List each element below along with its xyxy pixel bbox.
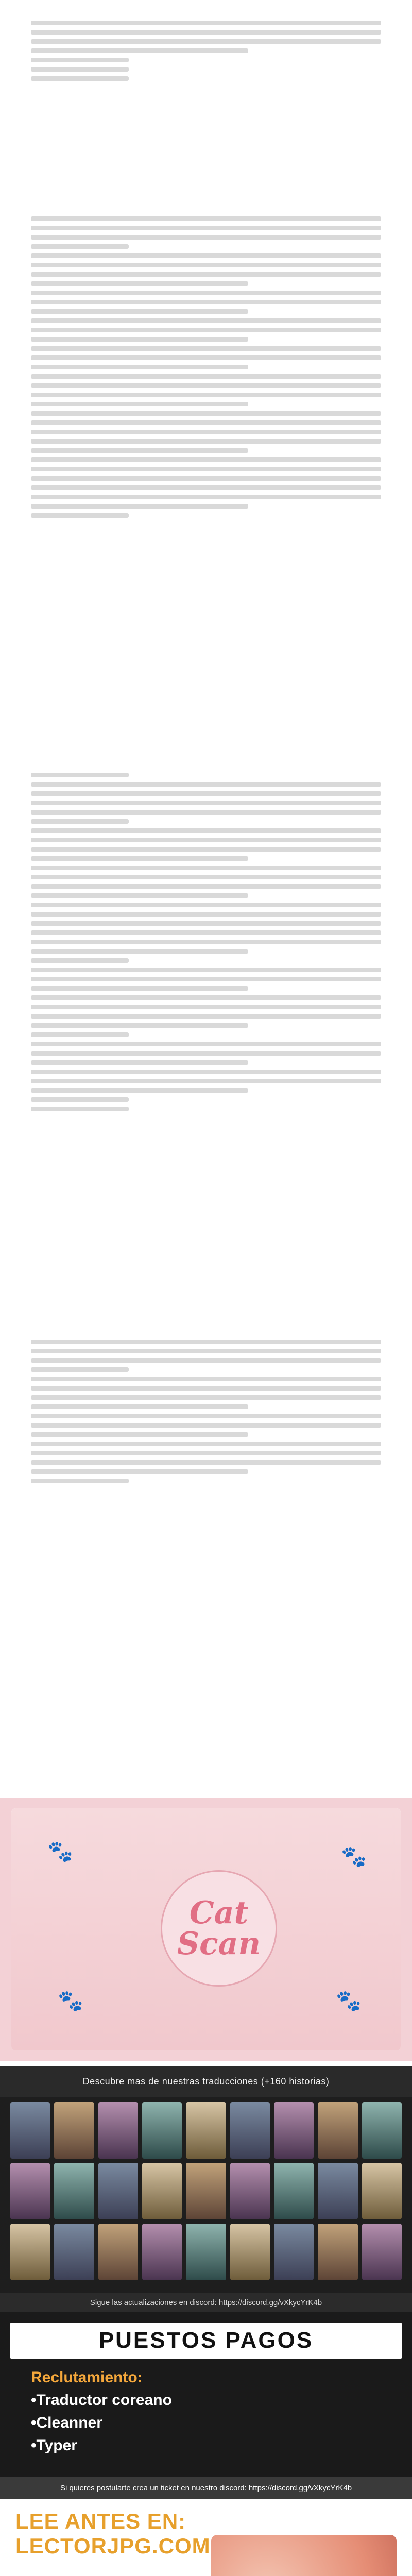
story-text-line (31, 856, 248, 861)
paid-positions-banner (0, 2312, 412, 2477)
story-text-line (31, 300, 381, 304)
story-text-line (31, 355, 381, 360)
manga-cover-thumbnail[interactable] (142, 2102, 182, 2159)
story-text-line (31, 253, 381, 258)
story-text-line (31, 272, 381, 277)
translations-header (0, 2066, 412, 2097)
story-text-line (31, 346, 381, 351)
story-text-line (31, 457, 381, 462)
discord-ticket-text: Si quieres postularte crea un ticket en nuestro discord: https://discord.gg/vXkycYrK4b (60, 2483, 352, 2493)
story-text-line (31, 949, 248, 954)
story-paragraph-block (31, 1340, 381, 1488)
story-text-line (31, 485, 381, 490)
story-text-line (31, 21, 381, 25)
story-text-line (31, 504, 248, 509)
discord-updates-bar[interactable] (0, 2293, 412, 2312)
story-text-line (31, 1451, 381, 1455)
story-text-line (31, 1340, 381, 1344)
manga-cover-thumbnail[interactable] (318, 2224, 357, 2280)
story-text-line (31, 337, 248, 342)
manga-cover-thumbnail[interactable] (54, 2102, 94, 2159)
story-text-line (31, 1349, 381, 1353)
story-text-line (31, 838, 381, 842)
story-text-line (31, 393, 381, 397)
story-text-line (31, 968, 381, 972)
story-text-line (31, 1358, 381, 1363)
footer-character-illustration (211, 2535, 397, 2576)
story-text-line (31, 1414, 381, 1418)
discord-updates-text: Sigue las actualizaciones en discord: https://discord.gg/vXkycYrK4b (90, 2298, 322, 2307)
paw-print-icon: 🐾 (336, 1990, 362, 2012)
story-text-line (31, 30, 381, 35)
story-text-line (31, 828, 381, 833)
story-text-line (31, 1377, 381, 1381)
discord-ticket-bar[interactable] (0, 2477, 412, 2499)
story-text-line (31, 801, 381, 805)
story-text-line (31, 782, 381, 787)
story-text-line (31, 402, 248, 406)
manga-cover-thumbnail[interactable] (230, 2102, 270, 2159)
story-text-line (31, 1088, 248, 1093)
story-text-line (31, 1404, 248, 1409)
story-text-line (31, 365, 248, 369)
story-text-line (31, 448, 248, 453)
story-text-line (31, 1023, 248, 1028)
paw-print-icon: 🐾 (47, 1840, 73, 1863)
story-text-line (31, 1395, 381, 1400)
story-text-line (31, 513, 129, 518)
banner-card (11, 1808, 401, 2050)
manga-cover-thumbnail[interactable] (54, 2224, 94, 2280)
manga-cover-thumbnail[interactable] (98, 2163, 138, 2219)
recruitment-heading: Reclutamiento: (31, 2369, 143, 2386)
story-text-line (31, 995, 381, 1000)
story-text-line (31, 1367, 129, 1372)
story-text-line (31, 940, 381, 944)
manga-cover-thumbnail[interactable] (142, 2224, 182, 2280)
story-text-line (31, 847, 381, 852)
story-text-line (31, 383, 381, 388)
manga-cover-thumbnail[interactable] (230, 2163, 270, 2219)
manga-cover-thumbnail[interactable] (54, 2163, 94, 2219)
manga-cover-thumbnail[interactable] (362, 2102, 402, 2159)
story-text-line (31, 921, 381, 926)
story-text-line (31, 318, 381, 323)
story-text-line (31, 235, 381, 240)
manga-cover-thumbnail[interactable] (274, 2102, 314, 2159)
story-text-line (31, 912, 381, 917)
story-paragraph-block (31, 216, 381, 522)
story-text-line (31, 48, 248, 53)
story-text-line (31, 866, 381, 870)
story-text-line (31, 1432, 248, 1437)
story-text-line (31, 67, 129, 72)
story-text-line (31, 893, 248, 898)
recruitment-role: •Typer (31, 2437, 77, 2454)
story-text-line (31, 291, 381, 295)
story-text-line (31, 1060, 248, 1065)
story-text-line (31, 1005, 381, 1009)
story-text-line (31, 977, 381, 981)
story-text-line (31, 1014, 381, 1019)
manga-cover-thumbnail[interactable] (10, 2163, 50, 2219)
story-text-line (31, 930, 381, 935)
story-text-line (31, 810, 381, 815)
story-text-line (31, 958, 129, 963)
manga-cover-thumbnail[interactable] (274, 2224, 314, 2280)
story-text-line (31, 1097, 129, 1102)
manga-cover-thumbnail[interactable] (362, 2224, 402, 2280)
recruitment-section (0, 2066, 412, 2499)
translation-thumbnails (10, 2102, 402, 2284)
manga-cover-thumbnail[interactable] (10, 2224, 50, 2280)
story-paragraph-block (31, 773, 381, 1116)
story-text-line (31, 1107, 129, 1111)
story-text-line (31, 1070, 381, 1074)
story-text-line (31, 986, 248, 991)
story-text-line (31, 263, 381, 267)
story-text-line (31, 884, 381, 889)
story-text-line (31, 439, 381, 444)
manga-cover-thumbnail[interactable] (98, 2224, 138, 2280)
paid-title-box (10, 2323, 402, 2359)
story-text-line (31, 309, 248, 314)
paw-print-icon: 🐾 (341, 1845, 367, 1868)
manga-cover-thumbnail[interactable] (186, 2102, 226, 2159)
story-text-line (31, 875, 381, 879)
story-text-line (31, 1469, 248, 1474)
story-text-line (31, 328, 381, 332)
manga-cover-thumbnail[interactable] (186, 2224, 226, 2280)
manga-cover-thumbnail[interactable] (362, 2163, 402, 2219)
story-text-line (31, 420, 381, 425)
story-text-line (31, 819, 129, 824)
story-text-line (31, 495, 381, 499)
story-text-line (31, 226, 381, 230)
manga-cover-thumbnail[interactable] (318, 2102, 357, 2159)
story-text-line (31, 1032, 129, 1037)
manga-cover-thumbnail[interactable] (10, 2102, 50, 2159)
story-text-line (31, 1042, 381, 1046)
story-text-line (31, 1479, 129, 1483)
recruitment-role: •Cleanner (31, 2414, 102, 2431)
story-text-line (31, 1460, 381, 1465)
story-text-line (31, 1423, 381, 1428)
story-paragraph-block (31, 21, 381, 86)
manga-cover-thumbnail[interactable] (142, 2163, 182, 2219)
manga-cover-thumbnail[interactable] (230, 2224, 270, 2280)
read-first-line: LEE ANTES EN: (15, 2509, 186, 2533)
translations-title: Descubre mas de nuestras traducciones (+160 historias) (82, 2076, 330, 2087)
story-text-line (31, 430, 381, 434)
story-text-line (31, 773, 129, 777)
footer-section (0, 2499, 412, 2576)
story-text-line (31, 903, 381, 907)
cat-scan-banner (0, 1798, 412, 2061)
story-text-line (31, 476, 381, 481)
story-text-line (31, 374, 381, 379)
manga-cover-thumbnail[interactable] (274, 2163, 314, 2219)
story-text-line (31, 39, 381, 44)
story-text-line (31, 1079, 381, 1083)
manga-cover-thumbnail[interactable] (318, 2163, 357, 2219)
read-first-link[interactable]: LECTORJPG.COM (15, 2534, 211, 2558)
manga-cover-thumbnail[interactable] (186, 2163, 226, 2219)
story-text-line (31, 1051, 381, 1056)
read-first-notice (15, 2509, 211, 2558)
story-text-line (31, 1442, 381, 1446)
story-text-line (31, 411, 381, 416)
story-text-line (31, 467, 381, 471)
story-text-line (31, 76, 129, 81)
story-text-line (31, 244, 129, 249)
cat-scan-logo (161, 1870, 277, 1987)
story-text-line (31, 1386, 381, 1391)
recruitment-role: •Traductor coreano (31, 2392, 172, 2409)
logo-text-line: Scan (177, 1926, 261, 1962)
recruitment-list (31, 2369, 172, 2460)
story-text-line (31, 216, 381, 221)
story-text-line (31, 791, 381, 796)
story-text-line (31, 58, 129, 62)
paw-print-icon: 🐾 (58, 1990, 83, 2012)
paid-positions-title: PUESTOS PAGOS (98, 2328, 314, 2353)
story-text-line (31, 281, 248, 286)
logo-text-line: Cat (189, 1895, 249, 1931)
manga-cover-thumbnail[interactable] (98, 2102, 138, 2159)
